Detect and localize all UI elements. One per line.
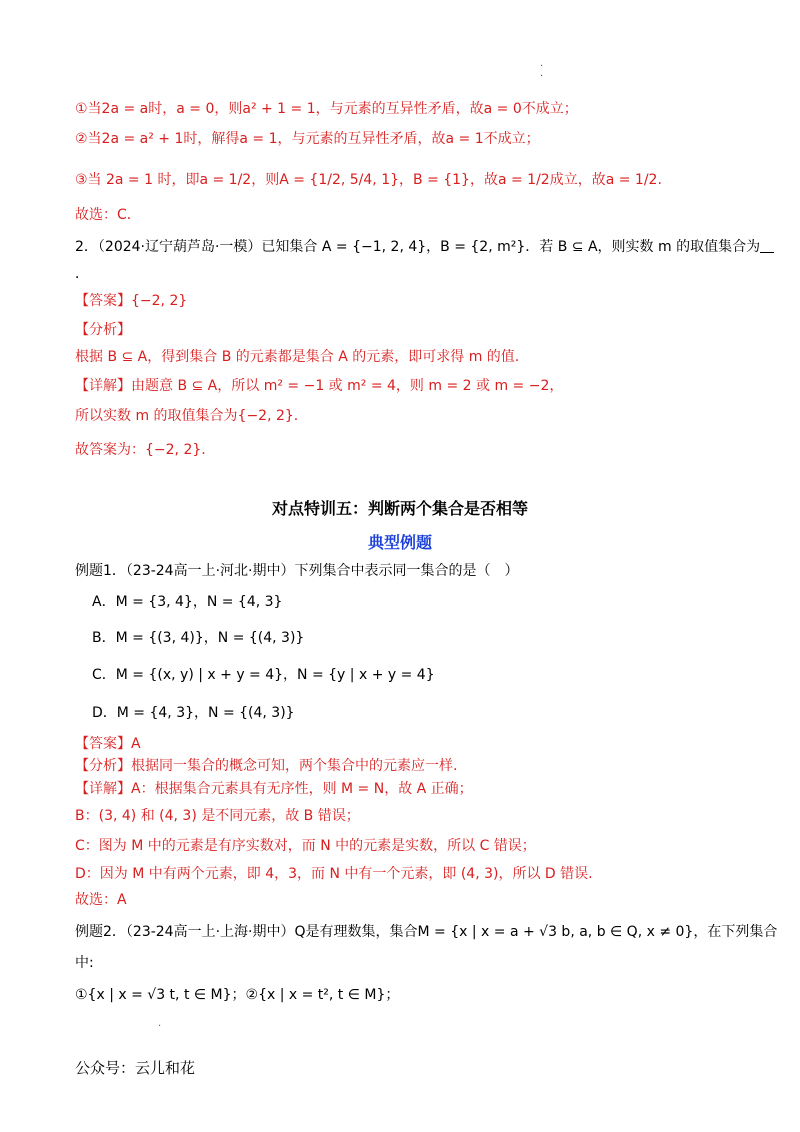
example-1-analysis: 【分析】根据同一集合的概念可知，两个集合中的元素应一样. xyxy=(75,758,458,774)
detail-line: 【详解】由题意 B ⊆ A，所以 m² = −1 或 m² = 4，则 m = 2 或 m = −2， xyxy=(75,378,564,394)
example-1-d: D：因为 M 中有两个元素，即 4，3，而 N 中有一个元素，即 (4, 3)，所以 D 错误. xyxy=(75,866,593,882)
question-2-tail: ． xyxy=(75,266,89,282)
example-1-answer: 【答案】A xyxy=(75,736,141,752)
example-2-stem-cont: 中: xyxy=(75,955,94,971)
question-2-stem xyxy=(75,237,761,257)
example-2-stem: 例题2．（23-24高一上·上海·期中）Q是有理数集，集合M = {x | x = a + √3 b, a, b ∈ Q, x ≠ 0}，在下列集合 xyxy=(75,924,778,940)
footer-text: 公众号：云儿和花 xyxy=(75,1059,196,1077)
stray-dot: . xyxy=(158,1018,162,1029)
option-b: B．M = {(3, 4)}，N = {(4, 3)} xyxy=(92,630,305,646)
answer-line: 【答案】{−2, 2} xyxy=(75,293,188,309)
example-1-b: B：(3, 4) 和 (4, 3) 是不同元素，故 B 错误； xyxy=(75,808,360,824)
section-subtitle: 典型例题 xyxy=(367,533,432,552)
solution-line-3: ③当 2a = 1 时，即a = 1/2，则A = {1/2, 5/4, 1}，B = {1}，故a = 1/2成立，故a = 1/2. xyxy=(75,172,662,188)
example-1-choice: 故选：A xyxy=(75,892,127,908)
option-d: D．M = {4, 3}，N = {(4, 3)} xyxy=(92,705,295,721)
choice-line: 故选：C． xyxy=(75,207,141,223)
solution-line-1: ①当2a = a时，a = 0，则a² + 1 = 1，与元素的互异性矛盾，故a = 0不成立； xyxy=(75,101,578,117)
question-2-text: 2．（2024·辽宁葫芦岛·一模）已知集合 A = {−1, 2, 4}，B = {2, m²}．若 B ⊆ A，则实数 m 的取值集合为 xyxy=(75,239,761,255)
example-1-c: C：图为 M 中的元素是有序实数对，而 N 中的元素是实数，所以 C 错误； xyxy=(75,838,536,854)
solution-line-2: ②当2a = a² + 1时，解得a = 1，与元素的互异性矛盾，故a = 1不成立； xyxy=(75,131,540,147)
example-1-stem: 例题1．（23-24高一上·河北·期中）下列集合中表示同一集合的是（ ） xyxy=(75,563,519,579)
example-1-detail: 【详解】A：根据集合元素具有无序性，则 M = N，故 A 正确； xyxy=(75,781,473,797)
final-answer-line: 故答案为：{−2, 2}. xyxy=(75,442,206,458)
detail-line-2: 所以实数 m 的取值集合为{−2, 2}. xyxy=(75,408,299,424)
answer-blank xyxy=(760,238,774,253)
option-c: C．M = {(x, y) | x + y = 4}，N = {y | x + y = 4} xyxy=(92,667,435,683)
analysis-line: 根据 B ⊆ A，得到集合 B 的元素都是集合 A 的元素，即可求得 m 的值. xyxy=(75,349,520,365)
option-a: A．M = {3, 4}，N = {4, 3} xyxy=(92,594,283,610)
stray-dot: . xyxy=(540,68,544,79)
stray-dot: . xyxy=(540,58,544,69)
section-title: 对点特训五：判断两个集合是否相等 xyxy=(271,499,528,518)
analysis-label: 【分析】 xyxy=(75,322,131,338)
example-2-items: ①{x | x = √3 t, t ∈ M}；②{x | x = t², t ∈ M}； xyxy=(75,987,400,1003)
